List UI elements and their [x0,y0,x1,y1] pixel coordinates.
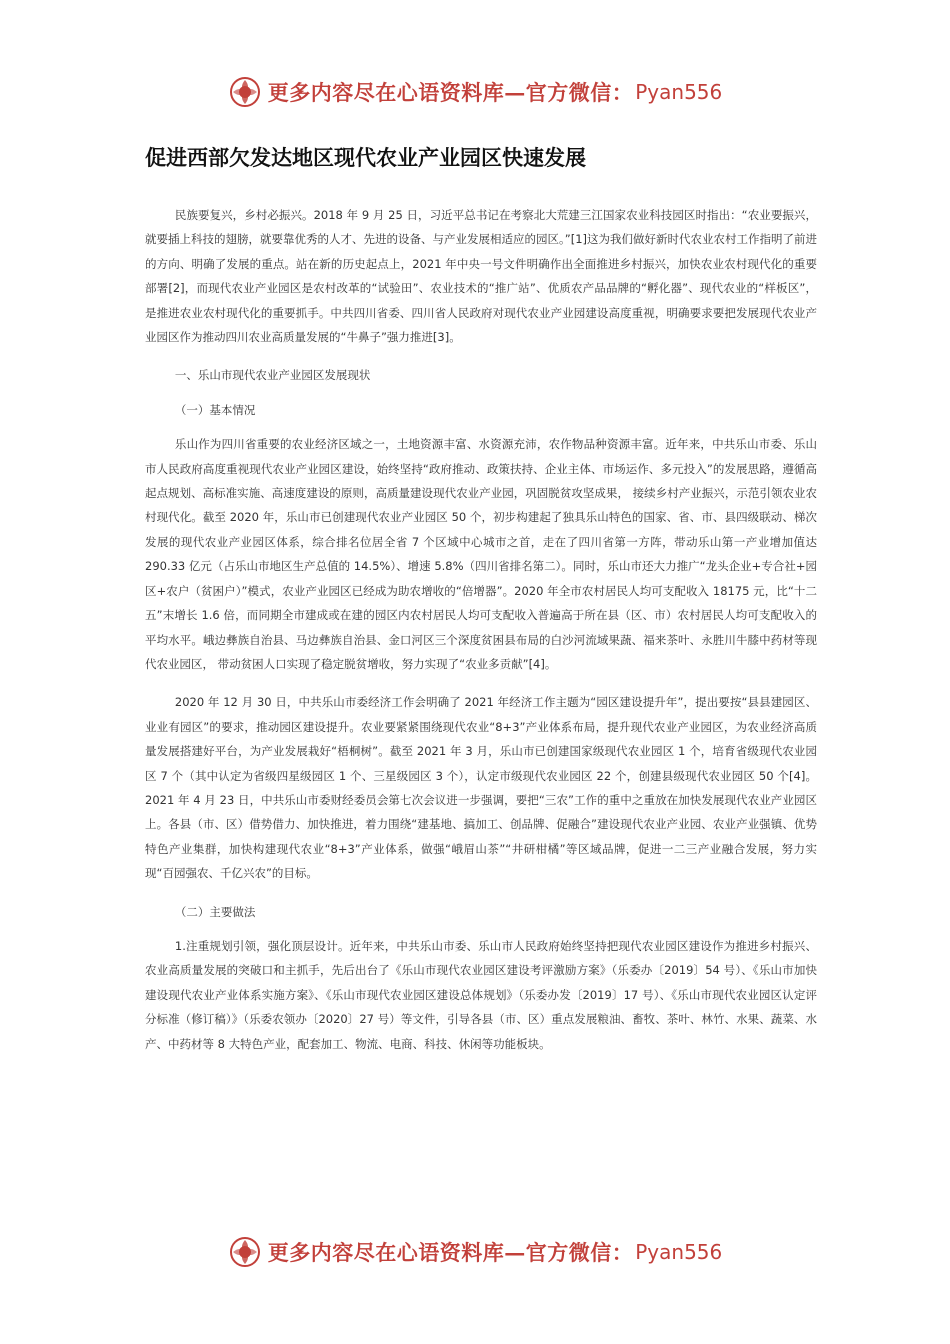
banner-text: 更多内容尽在心语资料库—官方微信： [267,1240,634,1265]
footer-banner [0,1232,950,1272]
subsection-heading-basic: （一）基本情况 [174,402,256,417]
article-title: 促进西部欠发达地区现代农业产业园区快速发展 [145,146,586,170]
header-banner [0,72,950,112]
article-body [145,203,817,1070]
paragraph-intro: 民族要复兴，乡村必振兴。2018 年 9 月 25 日，习近平总书记在考察北大荒建三江国家农业科技园区时指出：“农业要振兴，就要插上科技的翅膀，就要靠优秀的人才、先进的设备、与产业发展相适应的园区。”[1]这为我们做好新时代农业农村工作指明了前进的方向、明确了发展的重点。站在新的历史起点上，2021 年中央一号文件明确作出全面推进乡村振兴，加快农业农村现代化的重要部署[2]，而现代农业产业园区是农村改革的“试验田”、农业技术的“推广站”、优质农产品品牌的“孵化器”、现代农业的“样板区”，是推进农业农村现代化的重要抓手。中共四川省委、四川省人民政府对现代农业产业园建设高度重视，明确要求要把发展现代农业产业园区作为推动四川农业高质量发展的“牛鼻子”强力推进[3]。 [145,208,817,345]
wechat-id: Pyan556 [635,1240,723,1264]
wechat-id: Pyan556 [635,80,723,104]
flower-seal-logo-icon [228,75,262,109]
paragraph-2021-work: 2020 年 12 月 30 日，中共乐山市委经济工作会明确了 2021 年经济工作主题为“园区建设提升年”，提出要按“县县建园区、业业有园区”的要求，推动园区建设提升。农业要紧紧围绕现代农业“8+3”产业体系布局，提升现代农业产业园区，为农业经济高质量发展搭建好平台，为产业发展栽好“梧桐树”。截至 2021 年 3 月，乐山市已创建国家级现代农业园区 1 个，培育省级现代农业园区 7 个（其中认定为省级四星级园区 1 个、三星级园区 3 个），认定市级现代农业园区 22 个，创建县级现代农业园区 50 个[4]。2021 年 4 月 23 日，中共乐山市委财经委员会第七次会议进一步强调，要把“三农”工作的重中之重放在加快发展现代农业产业园区上。各县（市、区）借势借力、加快推进，着力围绕“建基地、搞加工、创品牌、促融合”建设现代农业产业园、农业产业强镇、优势特色产业集群，加快构建现代农业“8+3”产业体系，做强“峨眉山茶”“井研柑橘”等区域品牌，促进一二三产业融合发展，努力实现“百园强农、千亿兴农”的目标。 [145,695,817,881]
subsection-heading-practices: （二）主要做法 [174,904,256,919]
banner-text: 更多内容尽在心语资料库—官方微信： [267,80,634,105]
paragraph-planning: 1.注重规划引领，强化顶层设计。近年来，中共乐山市委、乐山市人民政府始终坚持把现代农业园区建设作为推进乡村振兴、农业高质量发展的突破口和主抓手，先后出台了《乐山市现代农业园区建设考评激励方案》（乐委办〔2019〕54 号）、《乐山市加快建设现代农业产业体系实施方案》、《乐山市现代农业园区建设总体规划》（乐委办发〔2019〕17 号）、《乐山市现代农业园区认定评分标准（修订稿）》（乐委农领办〔2020〕27 号）等文件，引导各县（市、区）重点发展粮油、畜牧、茶叶、林竹、水果、蔬菜、水产、中药材等 8 大特色产业，配套加工、物流、电商、科技、休闲等功能板块。 [145,938,817,1051]
paragraph-basic-situation: 乐山作为四川省重要的农业经济区域之一，土地资源丰富、水资源充沛，农作物品种资源丰富。近年来，中共乐山市委、乐山市人民政府高度重视现代农业产业园区建设，始终坚持“政府推动、政策扶持、企业主体、市场运作、多元投入”的发展思路，遵循高起点规划、高标准实施、高速度建设的原则，高质量建设现代农业产业园，巩固脱贫攻坚成果， 接续乡村产业振兴，示范引领农业农村现代化。截至 2020 年，乐山市已创建现代农业产业园区 50 个，初步构建起了独具乐山特色的国家、省、市、县四级联动、梯次发展的现代农业产业园区体系，综合排名位居全省 7 个区域中心城市之首，走在了四川省第一方阵，带动乐山第一产业增加值达 290.33 亿元（占乐山市地区生产总值的 14.5%）、增速 5.8%（四川省排名第二）。同时，乐山市还大力推广“龙头企业+专合社+园区+农户（贫困户）”模式，农业产业园区已经成为助农增收的“倍增器”。2020 年全市农村居民人均可支配收入 18175 元，比“十二五”末增长 1.6 倍，而同期全市建成或在建的园区内农村居民人均可支配收入普遍高于所在县（区、市）农村居民人均可支配收入的平均水平。峨边彝族自治县、马边彝族自治县、金口河区三个深度贫困县布局的白沙河流域果蔬、福来茶叶、永胜川牛膝中药材等现代农业园区， 带动贫困人口实现了稳定脱贫增收，努力实现了“农业多贡献”[4]。 [145,437,817,671]
section-heading-1: 一、乐山市现代农业产业园区发展现状 [174,368,371,383]
flower-seal-logo-icon [228,1235,262,1269]
